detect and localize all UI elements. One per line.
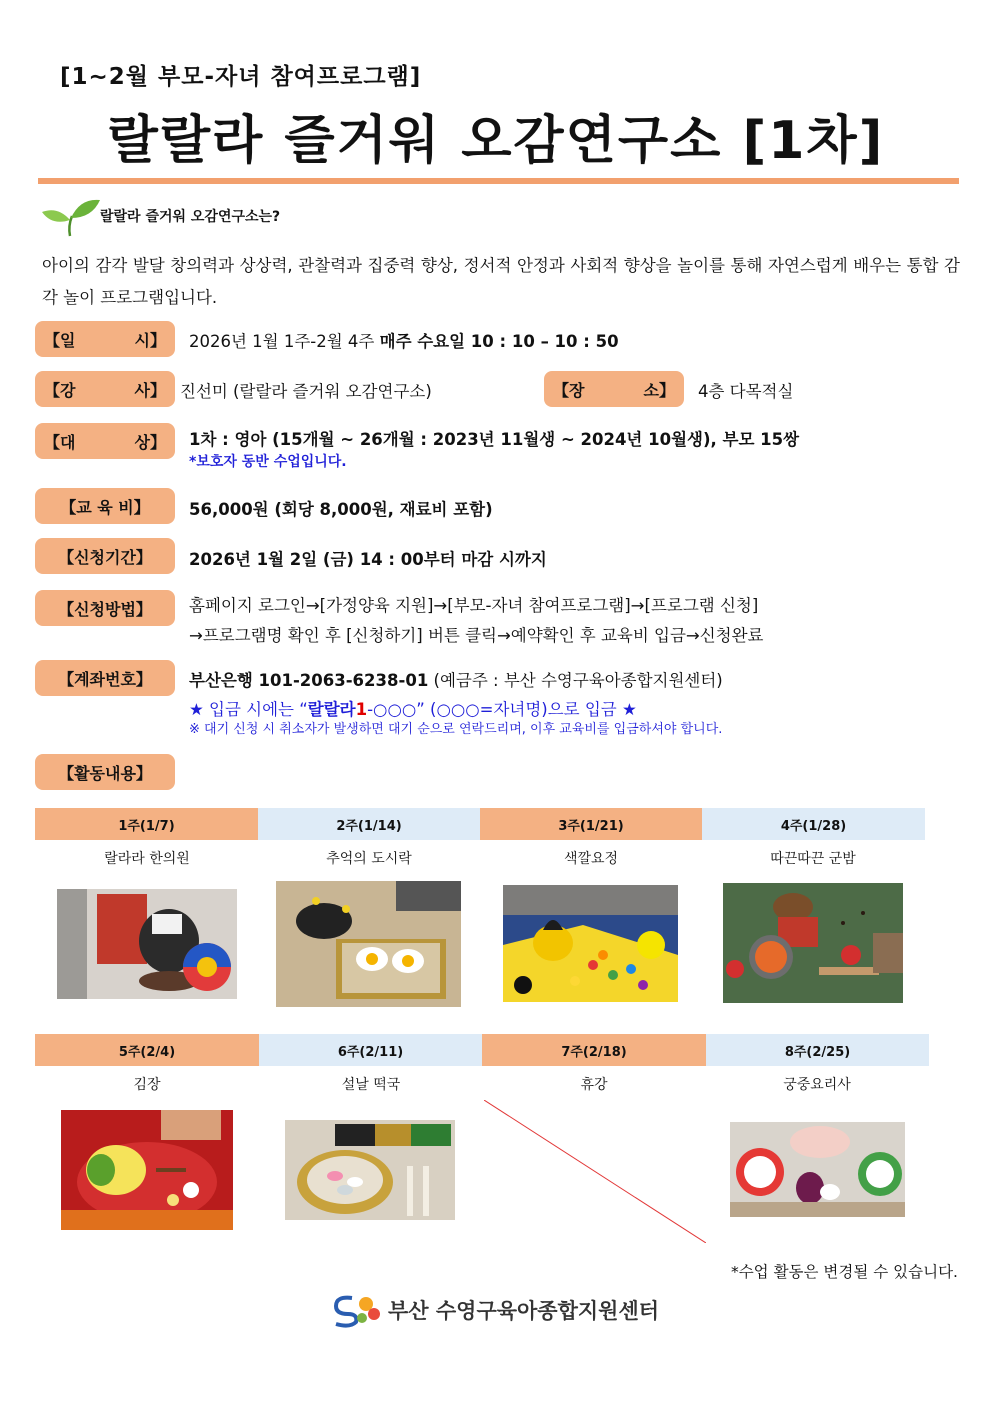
- date-range: 2026년 1월 1주-2월 4주: [189, 332, 380, 351]
- label-date-b: 시】: [134, 330, 166, 350]
- bank-account: 부산은행 101-2063-6238-01: [189, 671, 429, 690]
- label-place-a: 【장: [553, 380, 585, 400]
- activity-photo-3: [503, 885, 678, 1002]
- method-line-2: →프로그램명 확인 후 [신청하기] 버튼 클릭→예약확인 후 교육비 입금→신청완료: [189, 626, 764, 645]
- label-teacher: [35, 371, 175, 407]
- activity-photo-2: [276, 881, 461, 1007]
- target-note: *보호자 동반 수업입니다.: [189, 454, 347, 470]
- label-teacher-a: 【강: [44, 380, 76, 400]
- label-period: 【신청기간】: [35, 538, 175, 574]
- method-line-1: 홈페이지 로그인→[가정양육 지원]→[부모-자녀 참여프로그램]→[프로그램 신청]: [189, 596, 759, 615]
- deposit-b: 랄랄라: [307, 700, 356, 719]
- activity-title-1: 랄라라 한의원: [104, 851, 190, 867]
- target-value: 1차 : 영아 (15개월 ~ 26개월 : 2023년 11월생 ~ 2024년 10월생), 부모 15쌍: [189, 430, 800, 449]
- program-subtitle: [1~2월 부모-자녀 참여프로그램]: [60, 64, 422, 90]
- date-time: 매주 수요일 10 : 10 – 10 : 50: [379, 332, 619, 351]
- week-header-8: 8주(2/25): [706, 1034, 929, 1066]
- label-target: [35, 423, 175, 459]
- activity-photo-4: [723, 883, 903, 1003]
- label-activities: 【활동내용】: [35, 754, 175, 790]
- label-place-b: 소】: [643, 380, 675, 400]
- activity-photo-8: [730, 1122, 905, 1217]
- label-method: 【신청방법】: [35, 590, 175, 626]
- deposit-a: ★ 입금 시에는 “: [189, 700, 308, 719]
- activity-photo-5: [61, 1110, 233, 1230]
- label-target-a: 【대: [44, 432, 76, 452]
- account-value: [189, 667, 723, 691]
- activity-title-3: 색깔요정: [563, 851, 619, 867]
- activity-title-5: 김장: [133, 1077, 161, 1093]
- activity-title-4: 따끈따끈 군밤: [770, 851, 856, 867]
- title-divider: [38, 178, 959, 184]
- activity-title-2: 추억의 도시락: [326, 851, 412, 867]
- activity-title-7: 휴강: [580, 1077, 608, 1093]
- week-header-5: 5주(2/4): [35, 1034, 259, 1066]
- footer-logo: [330, 1292, 659, 1328]
- label-teacher-b: 사】: [134, 380, 166, 400]
- intro-heading: 랄랄라 즐거워 오감연구소는?: [100, 209, 281, 225]
- center-name: 부산 수영구육아종합지원센터: [388, 1299, 660, 1323]
- fee-value: 56,000원 (회당 8,000원, 재료비 포함): [189, 500, 493, 519]
- activity-title-8: 궁중요리사: [783, 1077, 851, 1093]
- deposit-d: -○○○” (○○○=자녀명)으로 입금 ★: [367, 700, 637, 719]
- activity-photo-6: [285, 1120, 455, 1220]
- label-fee: 【교 육 비】: [35, 488, 175, 524]
- label-date: [35, 321, 175, 357]
- place-value: 4층 다목적실: [698, 382, 794, 401]
- label-target-b: 상】: [134, 432, 166, 452]
- label-place: [544, 371, 684, 407]
- account-holder: (예금주 : 부산 수영구육아종합지원센터): [428, 671, 723, 690]
- intro-text: 아이의 감각 발달 창의력과 상상력, 관찰력과 집중력 향상, 정서적 안정과 사회적 향상을 놀이를 통해 자연스럽게 배우는 통합 감각 놀이 프로그램입니다.: [42, 256, 960, 307]
- week-header-7: 7주(2/18): [482, 1034, 706, 1066]
- deposit-instruction: [189, 696, 637, 720]
- activity-title-6: 설날 떡국: [341, 1077, 401, 1093]
- period-value: 2026년 1월 2일 (금) 14 : 00부터 마감 시까지: [189, 550, 547, 569]
- activity-photo-1: [57, 889, 237, 999]
- label-date-a: 【일: [44, 330, 76, 350]
- week-header-2: 2주(1/14): [258, 808, 480, 840]
- schedule-change-note: *수업 활동은 변경될 수 있습니다.: [730, 1263, 958, 1281]
- week-header-1: 1주(1/7): [35, 808, 258, 840]
- week-header-4: 4주(1/28): [702, 808, 925, 840]
- label-account: 【계좌번호】: [35, 660, 175, 696]
- week-header-3: 3주(1/21): [480, 808, 702, 840]
- deposit-c: 1: [355, 700, 368, 719]
- waitlist-note: ※ 대기 신청 시 취소자가 발생하면 대기 순으로 연락드리며, 이후 교육비를 입금하셔야 합니다.: [189, 722, 723, 737]
- week-header-6: 6주(2/11): [259, 1034, 482, 1066]
- sprout-icon: [40, 196, 102, 238]
- page-title: 랄랄라 즐거워 오감연구소 [1차]: [107, 111, 885, 171]
- center-logo-icon: [330, 1292, 382, 1328]
- cancelled-slash: [484, 1100, 706, 1243]
- date-value: [189, 328, 619, 352]
- teacher-value: 진선미 (랄랄라 즐거워 오감연구소): [180, 382, 432, 401]
